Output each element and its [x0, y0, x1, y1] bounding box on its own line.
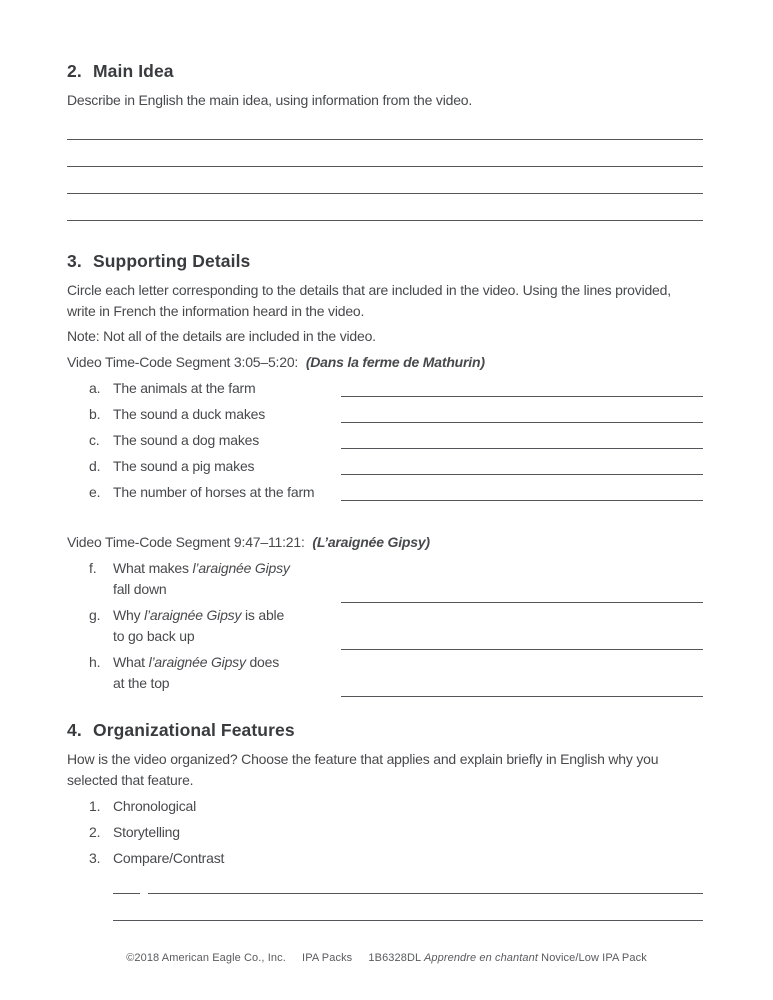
- answer-blank-line: [67, 140, 703, 167]
- detail-text-line2: fall down: [113, 581, 167, 597]
- footer-packs-label: IPA Packs: [302, 952, 353, 964]
- section2-instructions: Describe in English the main idea, using information from the video.: [67, 92, 473, 108]
- option-text: Storytelling: [113, 824, 180, 840]
- answer-line: [341, 500, 703, 501]
- detail-text-line2: to go back up: [113, 628, 195, 644]
- option-chronological: [67, 796, 703, 817]
- detail-item-e: [67, 482, 703, 503]
- segment2-header: [67, 532, 703, 553]
- detail-text: [113, 558, 341, 600]
- detail-letter: a.: [89, 380, 101, 396]
- detail-item-b: [67, 404, 703, 425]
- main-idea-answer-blanks: [67, 113, 703, 221]
- detail-text-before: Why: [113, 607, 145, 623]
- detail-text: [113, 652, 341, 694]
- segment1-song-title: (Dans la ferme de Mathurin): [305, 354, 485, 370]
- detail-text-line1: [113, 605, 341, 626]
- section2-number: 2.: [67, 61, 82, 81]
- section4-instructions: How is the video organized? Choose the feature that applies and explain briefly in English why you selected that feature.: [67, 751, 659, 788]
- detail-letter: b.: [89, 406, 101, 422]
- section4-heading: [67, 719, 703, 741]
- answer-line: [341, 602, 703, 603]
- detail-item-d: [67, 456, 703, 477]
- detail-text-line2: at the top: [113, 675, 170, 691]
- option-text: Compare/Contrast: [113, 850, 225, 866]
- option-number: 2.: [89, 824, 101, 840]
- choice-blank-line: [113, 881, 140, 894]
- detail-letter: g.: [89, 607, 101, 623]
- section4-number: 4.: [67, 720, 82, 740]
- answer-blank-line: [67, 113, 703, 140]
- segment1-label: Video Time-Code Segment 3:05–5:20:: [67, 354, 299, 370]
- detail-item-c: [67, 430, 703, 451]
- footer-code: 1B6328DL: [368, 952, 421, 964]
- section-supporting-details: [67, 250, 703, 694]
- detail-text: The number of horses at the farm: [113, 484, 315, 500]
- detail-text-italic: l’araignée Gipsy: [192, 560, 290, 576]
- option-text: Chronological: [113, 798, 197, 814]
- feature-answer-row: [113, 881, 703, 894]
- detail-text: The animals at the farm: [113, 380, 256, 396]
- detail-item-a: [67, 378, 703, 399]
- answer-line: [341, 448, 703, 449]
- section3-title: Supporting Details: [93, 251, 251, 271]
- feature-option-list: [67, 796, 703, 869]
- detail-text-italic: l’araignée Gipsy: [144, 607, 242, 623]
- answer-blank-line: [113, 906, 703, 921]
- answer-line: [341, 396, 703, 397]
- detail-item-h: [67, 652, 703, 694]
- answer-line: [341, 649, 703, 650]
- detail-text-before: What: [113, 654, 149, 670]
- segment2-song-title: (L’araignée Gipsy): [312, 534, 430, 550]
- footer-pack-title: Apprendre en chantant: [423, 952, 538, 964]
- section2-title: Main Idea: [93, 61, 174, 81]
- section2-heading: [67, 60, 703, 82]
- detail-letter: h.: [89, 654, 101, 670]
- section4-title: Organizational Features: [93, 720, 295, 740]
- section-organizational-features: [67, 719, 703, 921]
- answer-line: [341, 696, 703, 697]
- page-footer: [0, 951, 773, 965]
- detail-letter: f.: [89, 560, 97, 576]
- detail-item-f: [67, 558, 703, 600]
- section3-heading: [67, 250, 703, 272]
- detail-text-line1: [113, 558, 341, 579]
- footer-pack-suffix: Novice/Low IPA Pack: [541, 952, 647, 964]
- answer-line: [341, 422, 703, 423]
- detail-item-g: [67, 605, 703, 647]
- segment1-detail-list: [67, 378, 703, 503]
- detail-text: The sound a pig makes: [113, 458, 255, 474]
- detail-text-line1: [113, 652, 341, 673]
- answer-line: [341, 474, 703, 475]
- section3-note: Note: Not all of the details are included in the video.: [67, 328, 376, 344]
- detail-letter: c.: [89, 432, 100, 448]
- detail-letter: d.: [89, 458, 101, 474]
- section3-number: 3.: [67, 251, 82, 271]
- option-compare-contrast: [67, 848, 703, 869]
- segment2-label: Video Time-Code Segment 9:47–11:21:: [67, 534, 305, 550]
- detail-letter: e.: [89, 484, 101, 500]
- section-main-idea: [67, 60, 703, 221]
- segment1-header: [67, 352, 703, 373]
- detail-text-italic: l’araignée Gipsy: [148, 654, 246, 670]
- feature-answer-block: [113, 881, 703, 921]
- answer-blank-line: [148, 881, 703, 894]
- footer-copyright: ©2018 American Eagle Co., Inc.: [126, 952, 286, 964]
- detail-text: [113, 605, 341, 647]
- answer-blank-line: [67, 194, 703, 221]
- option-storytelling: [67, 822, 703, 843]
- option-number: 1.: [89, 798, 101, 814]
- segment2-detail-list: [67, 558, 703, 694]
- option-number: 3.: [89, 850, 101, 866]
- detail-text-after: does: [245, 654, 280, 670]
- footer-pack-info: [368, 952, 646, 964]
- detail-text: The sound a duck makes: [113, 406, 266, 422]
- detail-text-before: What makes: [113, 560, 193, 576]
- detail-text-after: is able: [241, 607, 285, 623]
- detail-text: The sound a dog makes: [113, 432, 260, 448]
- answer-blank-line: [67, 167, 703, 194]
- section3-instructions: Circle each letter corresponding to the details that are included in the video. Using the lines provided, write in French the information heard in the video.: [67, 282, 671, 319]
